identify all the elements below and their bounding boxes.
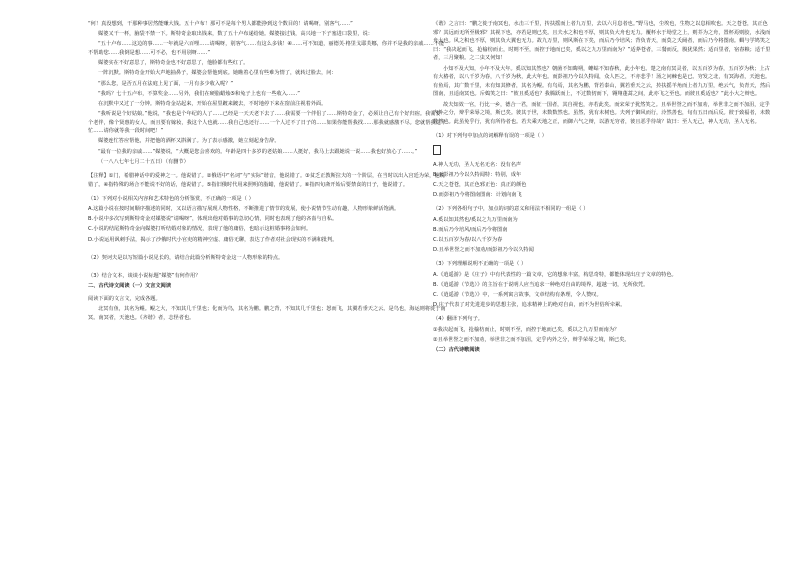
question-3-option: D.庄子代表了对先进进步的思想主张，追求精神上的绝对自由，而不为世俗所牵累。: [433, 302, 626, 309]
wenyan-paragraph: 故夫知效一官，行比一乡，德合一君，而征一国者，其自视也，亦若此矣。而宋荣子犹然笑之。且举世誉之而不加劝，举世非之而不加沮，定乎内外之分，辩乎荣辱之境，斯已矣。彼其于世，未数数然也。虽然，犹有未树也。夫列子御风而行，泠然善也，旬有五日而后反。彼于致福者，未数数然也。此虽免乎行，犹有所待者也。若夫乘天地之正，而御六气之辩，以游无穷者，彼且恶乎待哉？故曰：至人无己，神人无功，圣人无名。: [433, 101, 771, 125]
question-4-stem: （4）翻译下列句子。: [433, 316, 483, 323]
question-2-option: A.奚以知其然也/奚以之九万里而南为: [433, 216, 518, 223]
question-1-option: D.小说运用讽刺手法，揭示了沙俄时代小官吏的精神空虚、庸俗无聊，表达了作者对社会现实的不满和批判。: [88, 236, 338, 243]
section-title: （二）古代诗歌阅读: [433, 346, 480, 353]
question-4-item: ①我决起而飞，抢榆枋而止，时则不至，而控于地而已矣，奚以之九万里而南为？: [433, 326, 620, 333]
question-1-stem: （1）下列对小说相关内容和艺术特色的分析鉴赏，不正确的一项是（ ）: [88, 195, 254, 202]
passage-paragraph: “那么您，是否五月在法庭上见了面，一月有多少收入呢？”: [98, 80, 234, 87]
question-2-stem: （2）下列各组句子中，加点的词的意义和用法不相同的一组是（ ）: [433, 206, 589, 213]
question-1-option: A.这篇小说在按时间顺序描述的同时，又以语言描写展现人物性格，不断推进了情节的发展，使小说情节生动有趣，人物形象鲜活饱满。: [88, 206, 400, 212]
passage-paragraph: “何！真没想到，干那种事居然能赚大钱。五十卢布！那可不是每个男人都能挣到这个数目的！请喝呀，别客气……”: [88, 21, 353, 27]
section-title: 二、古代诗文阅读（一）文言文阅读: [88, 283, 172, 290]
question-3-option: C.《逍遥游（节选）》中，一系列寓言故事，文章结构有条理，令人赞叹。: [433, 291, 602, 298]
question-3-option: A.《逍遥游》是《庄子》中有代表性的一篇文章，它的想象丰富，构思奇特，都能体现出庄子文章的特色。: [433, 271, 677, 278]
question-4-item: ②且举世誉之而不加劝，举世非之而不加沮，定乎内外之分，辩乎荣辱之境，斯已矣。: [433, 336, 630, 343]
wenyan-paragraph: 小知不及大知，小年不及大年。奚以知其然也？朝菌不知晦朔，蟪蛄不知春秋，此小年也。楚之南有冥灵者，以五百岁为春，五百岁为秋；上古有大椿者，以八千岁为春，八千岁为秋，此大年也。而彭祖乃今以久特闻，众人匹之，不亦悲乎！汤之问棘也是已。穷发之北，有冥海者，天池也。有鱼焉，其广数千里，未有知其修者，其名为鲲。有鸟焉，其名为鹏，背若泰山，翼若垂天之云，抟扶摇羊角而上者九万里，绝云气，负青天，然后图南，且适南冥也。斥鴳笑之曰：“彼且奚适也？我腾跃而上，不过数仞而下，翱翔蓬蒿之间，此亦飞之至也。而彼且奚适也？”此小大之辩也。: [433, 65, 771, 98]
question-1-option: A.神人无功，圣人无名无名：没有名声: [433, 161, 522, 168]
question-3-stem: （3）下列理解说明不正确的一项是（ ）: [433, 261, 527, 268]
question-1-option: B.小说中多次写到斯特奇金对媒婆说“请喝呀”，体现出他对婚事的急切心情，同时也表现了他的吝啬与自私。: [88, 216, 338, 223]
passage-date: （一八八七年七月二十五日）（有删节）: [98, 158, 189, 165]
question-2-option: D.且举世誉之而不加劝/而彭祖乃今以久特闻: [433, 247, 534, 254]
question-1-option: C.天之苍苍，其正色邪正色：真正的颜色: [433, 182, 527, 189]
passage-paragraph: 媒婆实在不好意思了，斯特奇金也不好意思了，他脸都有些红了。: [98, 60, 249, 67]
passage-paragraph: 媒婆又干一杯，脑袋不禁一下。斯特奇金取出钱来，数了五十卢布递给她。媒婆接过钱，高兴地一下子塞进口袋里，说：: [98, 31, 373, 38]
passage-paragraph: 一阵沉默。斯特奇金开始大声地抽鼻子，媒婆会帮他到底。她瞧着心里有些难为情了，就转过脸去，问：: [98, 70, 337, 77]
right-column: [433, 20, 773, 354]
passage-paragraph: “我听说是个好姑娘。”他说，“我也是个年纪的人了……已经是一天天老下去了……我需要一个伴侣了……斯特奇金了，必须让自己有个好归宿。我需要一个老伴，像个贤惠的女人。而且要有嫁妆，我这个人也就……我自己也还行……一个人过不了日子的……如果你能帮我找……那我就感激不尽。您就帮我这个忙……请你就等我一段时间吧！”: [88, 111, 446, 135]
wenyan-paragraph: 北冥有鱼，其名为鲲。鲲之大，不知其几千里也；化而为鸟，其名为鹏。鹏之背，不知其几千里也；怒而飞，其翼若垂天之云。是鸟也，海运则将徙于南冥。南冥者，天池也。《齐谐》者，志怪者也。: [88, 305, 446, 321]
question-2-option: B.而后乃今培风/而后乃今将图南: [433, 226, 508, 233]
question-1-option: B.而彭祖乃今以久特闻特：特别，成年: [433, 171, 522, 178]
question-2: （2）契诃夫是以写短篇小说见长的，请结合此篇分析斯特奇金这一人物形象的特点。: [88, 254, 284, 261]
passage-paragraph: “我吗？七十五卢布，不算奖金……另外，我们在硬脂蜡烛⑤和兔子上也有一些收入……”: [98, 90, 300, 97]
passage-paragraph: “最有一位我的亲戚……”媒婆说，“大概是您会喜欢的。年龄是四十多岁的老姑娘……人挺好，我马上去跟她说一说……我也好放心了……。”: [98, 148, 418, 155]
answer-box[interactable]: [433, 145, 441, 155]
question-2-option: C.以五百岁为春/以八千岁为春: [433, 237, 503, 243]
passage-paragraph: “五十卢布……这边的事……一年就是六百哩……请喝呀，别客气……有这么多钱！④……可不知道，丽德芙·格里戈耶芙娜，你并不是我的亲戚……不能不帮助您……我倒是想……可不必，也不用别呀……”: [88, 41, 445, 56]
footnotes: 【注释】①门，希腊神话中的爱神之一。他说错了。②俄语中“名词”与“实际”谐音，他说错了。③贫乏正教斯拉夫的一个阶层，在当时以出入宫廷为荣，他说错了。④指特殊的场合不能说不好的话，他说错了。⑤指旧俄时代用来照明的脂蜡，他说错了。⑥指四旬斋开始后要禁食的日子，他说错了。: [88, 173, 445, 188]
wenyan-paragraph: 《谐》之言曰：“鹏之徙于南冥也，水击三千里，抟扶摇而上者九万里，去以六月息者也。”野马也，尘埃也，生物之以息相吹也。天之苍苍，其正色邪？其远而无所至极邪？其视下也，亦若是则已矣。且夫水之积也不厚，则其负大舟也无力。覆杯水于坳堂之上，则芥为之舟，置杯焉则胶，水浅而舟大也。风之积也不厚，则其负大翼也无力。故九万里，则风斯在下矣，而后乃今培风；背负青天，而莫之夭阏者，而后乃今将图南。蜩与学鸠笑之曰：“我决起而飞，抢榆枋而止，时则不至，而控于地而已矣，奚以之九万里而南为？”适莽苍者，三餐而反，腹犹果然；适百里者，宿舂粮；适千里者，三月聚粮。之二虫又何知！: [433, 21, 771, 62]
left-column: [88, 20, 446, 324]
question-1-stem: （1）对下列句中加点的词解释有误的一项是（ ）: [433, 132, 547, 139]
question-3-option: B.《逍遥游（节选）》的主旨在于说明人应当追求一种绝对自由的境界，超越一切，无所依凭。: [433, 281, 649, 288]
passage-paragraph: 在沉默中又过了一分钟。斯特奇金站起来，开始在屋里踱来踱去，不时地停下来在窗前注视着外面。: [98, 100, 327, 107]
question-1-option: C.小说的结尾斯特奇金向媒婆打听结婚对象的情况，表现了他的庸俗，也暗示这桩婚事将会如何。: [88, 226, 312, 233]
question-3: （3）结合文本，谈谈小说标题“媒婆”有何作用？: [88, 272, 201, 279]
section-instruction: 阅读下面的文言文，完成各题。: [88, 295, 161, 302]
question-1-option: D.而彭祖乃今将图南图南：计划向南飞: [433, 192, 522, 199]
passage-paragraph: 媒婆连忙答应帮他，并把他的酒杯又斟满了。为了表示感激，她立刻起身告辞。: [98, 138, 280, 145]
